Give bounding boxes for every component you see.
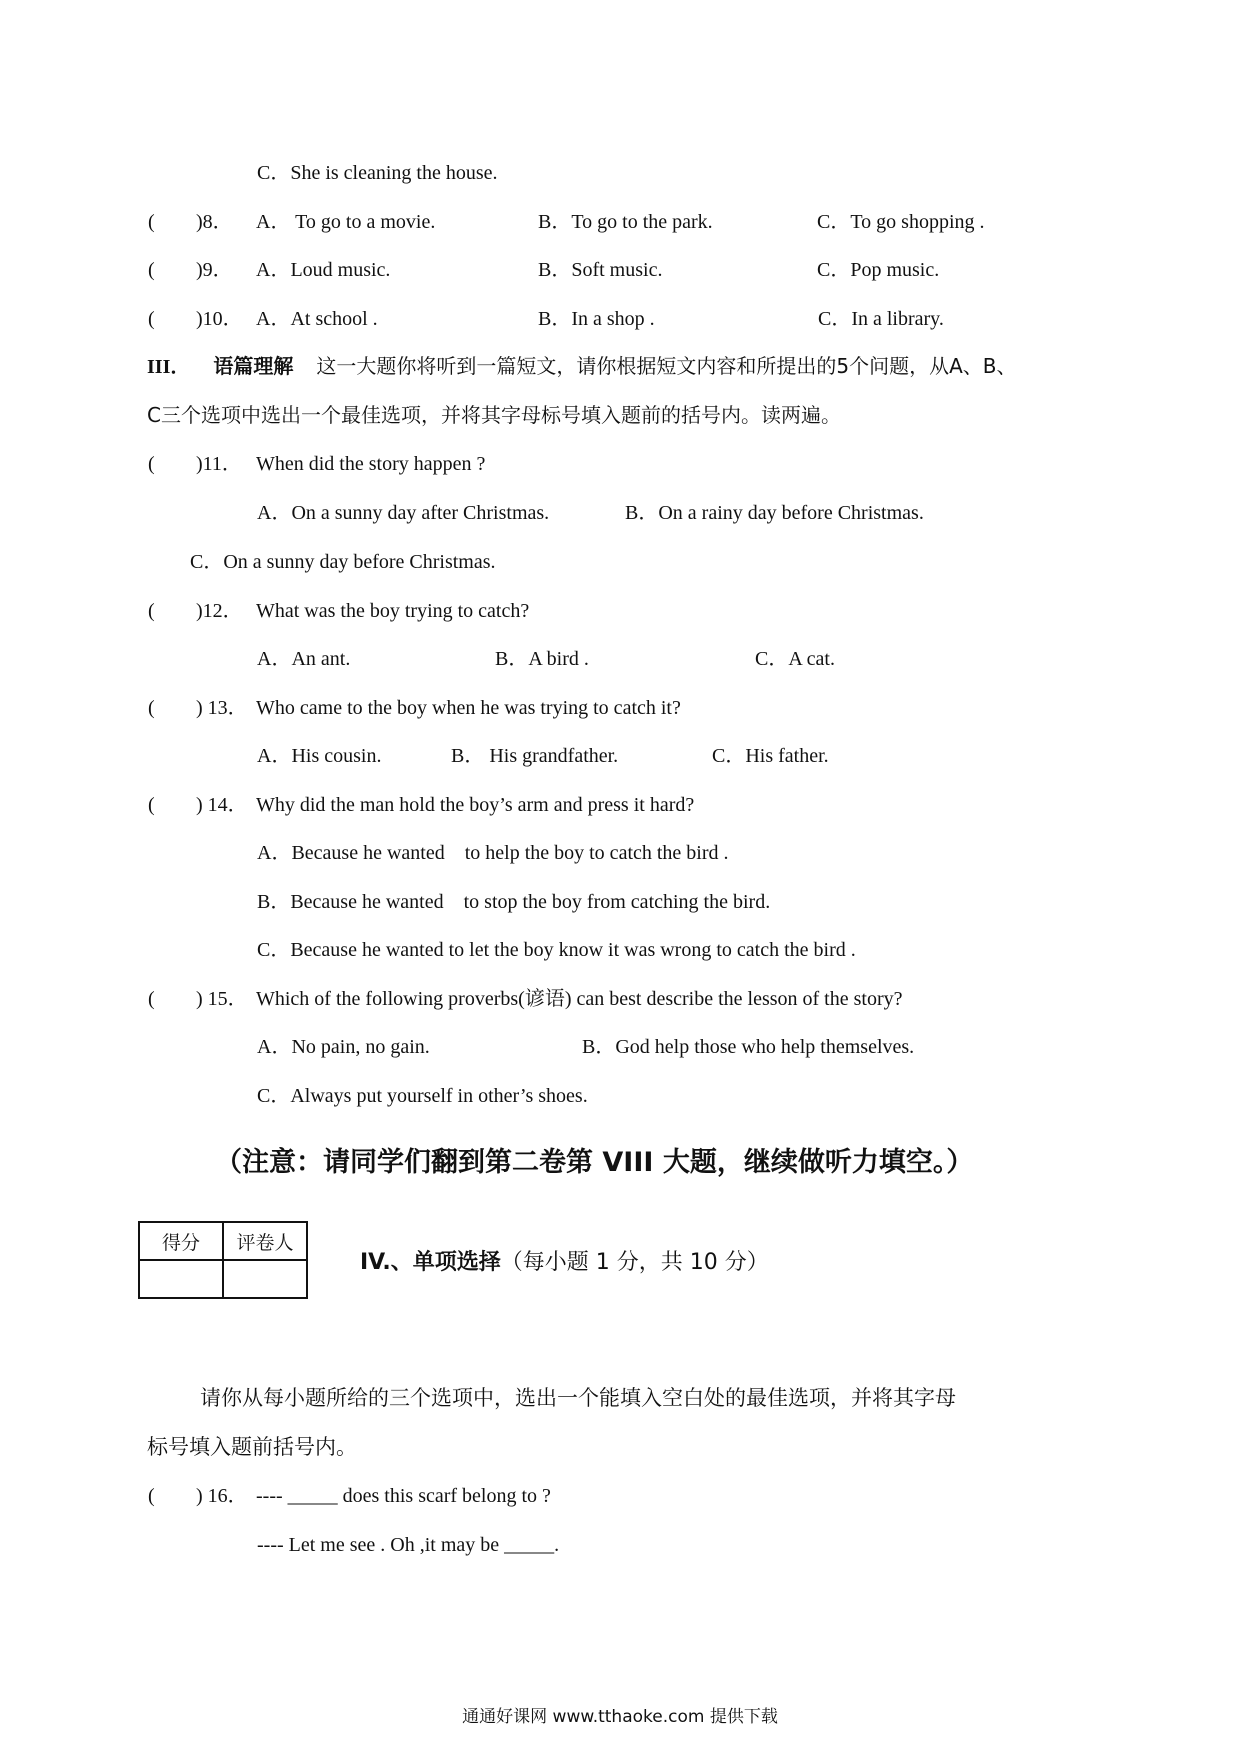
score-header: 得分 <box>139 1222 223 1260</box>
section3-heading <box>147 353 1017 380</box>
q8-option-b: B．To go to the park. <box>538 211 713 233</box>
q15-option-b: B．God help those who help themselves. <box>582 1036 915 1058</box>
answer-paren: ( <box>148 600 155 622</box>
q14-option-a: A．Because he wanted to help the boy to catch the bird . <box>257 842 729 864</box>
q14-option-c: C．Because he wanted to let the boy know it was wrong to catch the bird . <box>257 939 856 961</box>
section3-instructions-line2: C三个选项中选出一个最佳选项，并将其字母标号填入题前的括号内。读两遍。 <box>147 403 841 427</box>
q12-option-c: C．A cat. <box>755 648 835 670</box>
q11-number: )11． <box>196 453 242 475</box>
answer-paren: ( <box>148 308 155 330</box>
q11-option-b: B．On a rainy day before Christmas. <box>625 502 924 524</box>
answer-paren: ( <box>148 794 155 816</box>
q15-option-c: C．Always put yourself in other’s shoes. <box>257 1085 588 1107</box>
answer-paren: ( <box>148 259 155 281</box>
q15-text: Which of the following proverbs(谚语) can best describe the lesson of the story? <box>256 988 903 1010</box>
grader-header: 评卷人 <box>223 1222 307 1260</box>
q15-option-a: A．No pain, no gain. <box>257 1036 430 1058</box>
q16-line1: ---- _____ does this scarf belong to ? <box>256 1485 551 1507</box>
q8-option-a: A． To go to a movie. <box>256 211 436 233</box>
q8-option-c: C．To go shopping . <box>817 211 985 233</box>
grader-cell[interactable] <box>223 1260 307 1298</box>
q9-option-b: B．Soft music. <box>538 259 663 281</box>
q16-number: ) 16． <box>196 1485 248 1507</box>
q12-number: )12． <box>196 600 243 622</box>
answer-paren: ( <box>148 697 155 719</box>
q15-number: ) 15． <box>196 988 248 1010</box>
section3-label: III． <box>147 356 191 378</box>
q10-option-b: B．In a shop . <box>538 308 655 330</box>
q11-option-a: A．On a sunny day after Christmas. <box>257 502 550 524</box>
answer-paren: ( <box>148 988 155 1010</box>
q9-number: )9． <box>196 259 233 281</box>
q10-number: )10． <box>196 308 243 330</box>
q10-option-c: C．In a library. <box>818 308 944 330</box>
q8-number: )8． <box>196 211 233 233</box>
q14-number: ) 14． <box>196 794 248 816</box>
q7-option-c: C．She is cleaning the house. <box>257 162 498 184</box>
q13-text: Who came to the boy when he was trying to catch it? <box>256 697 681 719</box>
q10-option-a: A．At school . <box>256 308 378 330</box>
section4-heading <box>360 1245 769 1276</box>
section4-title: IV.、单项选择 <box>360 1250 501 1275</box>
q16-line2: ---- Let me see . Oh ,it may be _____. <box>257 1534 560 1556</box>
q13-option-c: C．His father. <box>712 745 829 767</box>
answer-paren: ( <box>148 211 155 233</box>
section3-title: 语篇理解 <box>213 354 294 378</box>
section4-instructions-line2: 标号填入题前括号内。 <box>147 1435 357 1459</box>
answer-paren: ( <box>148 1485 155 1507</box>
footer: 通通好课网 www.tthaoke.com 提供下载 <box>462 1707 778 1727</box>
section4-note: （每小题 1 分，共 10 分） <box>500 1250 769 1275</box>
score-cell[interactable] <box>139 1260 223 1298</box>
q11-text: When did the story happen ? <box>256 453 486 475</box>
q13-number: ) 13． <box>196 697 248 719</box>
q12-option-b: B．A bird . <box>495 648 589 670</box>
score-table <box>138 1221 308 1299</box>
q14-option-b: B．Because he wanted to stop the boy from catching the bird. <box>257 891 771 913</box>
answer-paren: ( <box>148 453 155 475</box>
q12-option-a: A．An ant. <box>257 648 351 670</box>
q9-option-c: C．Pop music. <box>817 259 940 281</box>
section4-instructions-line1: 请你从每小题所给的三个选项中，选出一个能填入空白处的最佳选项，并将其字母 <box>200 1386 956 1410</box>
q13-option-a: A．His cousin. <box>257 745 382 767</box>
q9-option-a: A．Loud music. <box>256 259 391 281</box>
section3-instructions: 这一大题你将听到一篇短文，请你根据短文内容和所提出的5个问题，从A、B、 <box>316 354 1017 378</box>
q12-text: What was the boy trying to catch? <box>256 600 530 622</box>
q11-option-c: C．On a sunny day before Christmas. <box>190 551 496 573</box>
q13-option-b: B． His grandfather. <box>451 745 619 767</box>
notice: （注意：请同学们翻到第二卷第 VIII 大题，继续做听力填空。） <box>215 1147 974 1178</box>
q14-text: Why did the man hold the boy’s arm and press it hard? <box>256 794 695 816</box>
